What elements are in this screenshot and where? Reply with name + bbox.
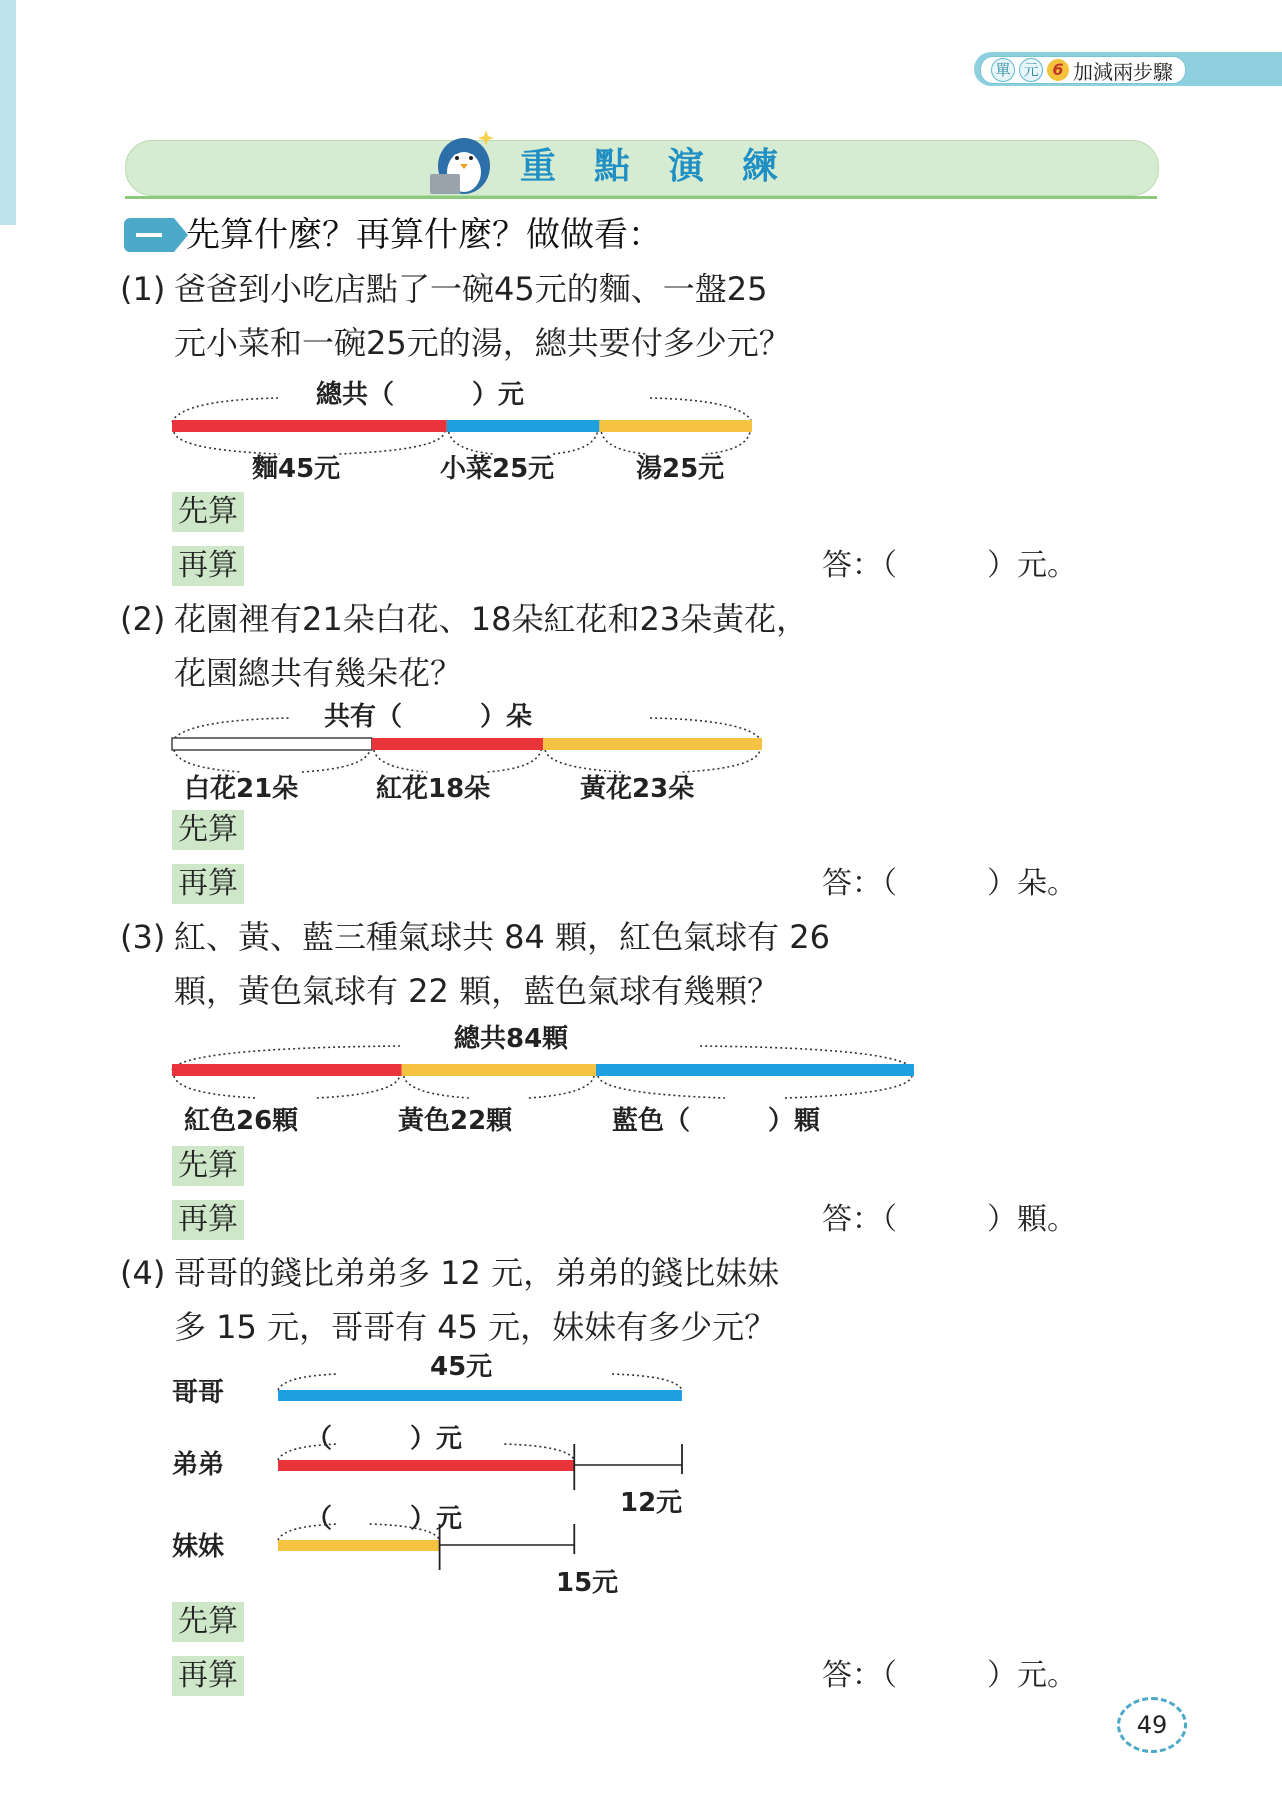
bar-segment <box>402 1064 596 1076</box>
bar-segment <box>372 738 543 750</box>
problem-text: 哥哥的錢比弟弟多 12 元，弟弟的錢比妹妹 <box>174 1254 780 1292</box>
difference-label: 12元 <box>620 1488 683 1518</box>
segment-label: 小菜25元 <box>440 454 555 484</box>
answer-blank[interactable]: 答：（ ）顆。 <box>822 1202 1077 1237</box>
bar-label: （ ）元 <box>306 1504 463 1534</box>
person-label: 妹妹 <box>172 1532 225 1562</box>
bar-segment <box>172 420 447 432</box>
segment-brace <box>545 750 760 772</box>
segment-label: 麵45元 <box>252 454 341 484</box>
unit-char: 單 <box>991 58 1015 82</box>
problem-number: (1) <box>120 270 166 308</box>
comparison-bar <box>278 1540 440 1551</box>
segment-brace <box>174 750 370 772</box>
page-number: 49 <box>1117 1697 1187 1753</box>
problem-text: 花園總共有幾朵花？ <box>174 654 463 692</box>
first-step-label: 先算 <box>172 810 244 850</box>
problem-number: (3) <box>120 918 166 956</box>
person-label: 哥哥 <box>172 1378 225 1408</box>
bar-label: 45元 <box>430 1352 493 1382</box>
answer-blank[interactable]: 答：（ ）元。 <box>822 548 1077 583</box>
problem-text: 花園裡有21朵白花、18朵紅花和23朵黃花， <box>174 600 809 638</box>
unit-title: 加減兩步驟 <box>1073 59 1173 84</box>
bar-brace <box>278 1444 574 1460</box>
segment-label: 紅色26顆 <box>184 1106 299 1136</box>
bar-brace <box>278 1374 682 1390</box>
diagram-total-label: 共有（ ）朵 <box>324 702 533 732</box>
segment-brace <box>174 1076 400 1098</box>
then-step-label: 再算 <box>172 1656 244 1696</box>
answer-blank[interactable]: 答：（ ）元。 <box>822 1658 1077 1693</box>
segment-label: 白花21朵 <box>184 774 299 804</box>
difference-label: 15元 <box>556 1568 619 1598</box>
problem-text: 多 15 元，哥哥有 45 元，妹妹有多少元？ <box>174 1308 777 1346</box>
first-step-label: 先算 <box>172 492 244 532</box>
unit-char: 元 <box>1019 58 1043 82</box>
comparison-bar <box>278 1390 682 1401</box>
segment-label: 藍色（ ）顆 <box>612 1106 821 1136</box>
bar-segment <box>596 1064 914 1076</box>
segment-brace <box>449 432 598 454</box>
segment-brace <box>374 750 541 772</box>
bar-label: （ ）元 <box>306 1424 463 1454</box>
segment-brace <box>404 1076 594 1098</box>
bar-brace <box>278 1524 440 1540</box>
diagram-total-label: 總共84顆 <box>454 1024 569 1054</box>
then-step-label: 再算 <box>172 546 244 586</box>
problem-text: 爸爸到小吃店點了一碗45元的麵、一盤25 <box>174 270 768 308</box>
total-brace <box>650 398 752 422</box>
problem-text: 顆，黃色氣球有 22 顆，藍色氣球有幾顆？ <box>174 972 780 1010</box>
diagram-total-label: 總共（ ）元 <box>316 380 525 410</box>
first-step-label: 先算 <box>172 1602 244 1642</box>
section-title: 先算什麼？再算什麼？做做看： <box>186 215 662 255</box>
bar-segment <box>447 420 600 432</box>
bar-segment <box>172 738 372 750</box>
total-brace <box>172 398 278 422</box>
then-step-label: 再算 <box>172 864 244 904</box>
unit-number: 6 <box>1047 59 1069 81</box>
bar-segment <box>172 1064 402 1076</box>
segment-label: 湯25元 <box>636 454 725 484</box>
segment-label: 黃花23朵 <box>580 774 695 804</box>
problem-number: (4) <box>120 1254 166 1292</box>
bar-segment <box>543 738 762 750</box>
answer-blank[interactable]: 答：（ ）朵。 <box>822 866 1077 901</box>
problem-text: 元小菜和一碗25元的湯，總共要付多少元？ <box>174 324 791 362</box>
problem-text: 紅、黃、藍三種氣球共 84 顆，紅色氣球有 26 <box>174 918 830 956</box>
first-step-label: 先算 <box>172 1146 244 1186</box>
segment-label: 黃色22顆 <box>398 1106 513 1136</box>
segment-brace <box>598 1076 912 1098</box>
problem-number: (2) <box>120 600 166 638</box>
segment-brace <box>174 432 445 454</box>
person-label: 弟弟 <box>172 1450 225 1480</box>
bar-segment <box>599 420 752 432</box>
then-step-label: 再算 <box>172 1200 244 1240</box>
segment-label: 紅花18朵 <box>376 774 491 804</box>
comparison-bar <box>278 1460 574 1471</box>
banner-title: 重點演練 <box>520 146 817 187</box>
segment-brace <box>601 432 750 454</box>
